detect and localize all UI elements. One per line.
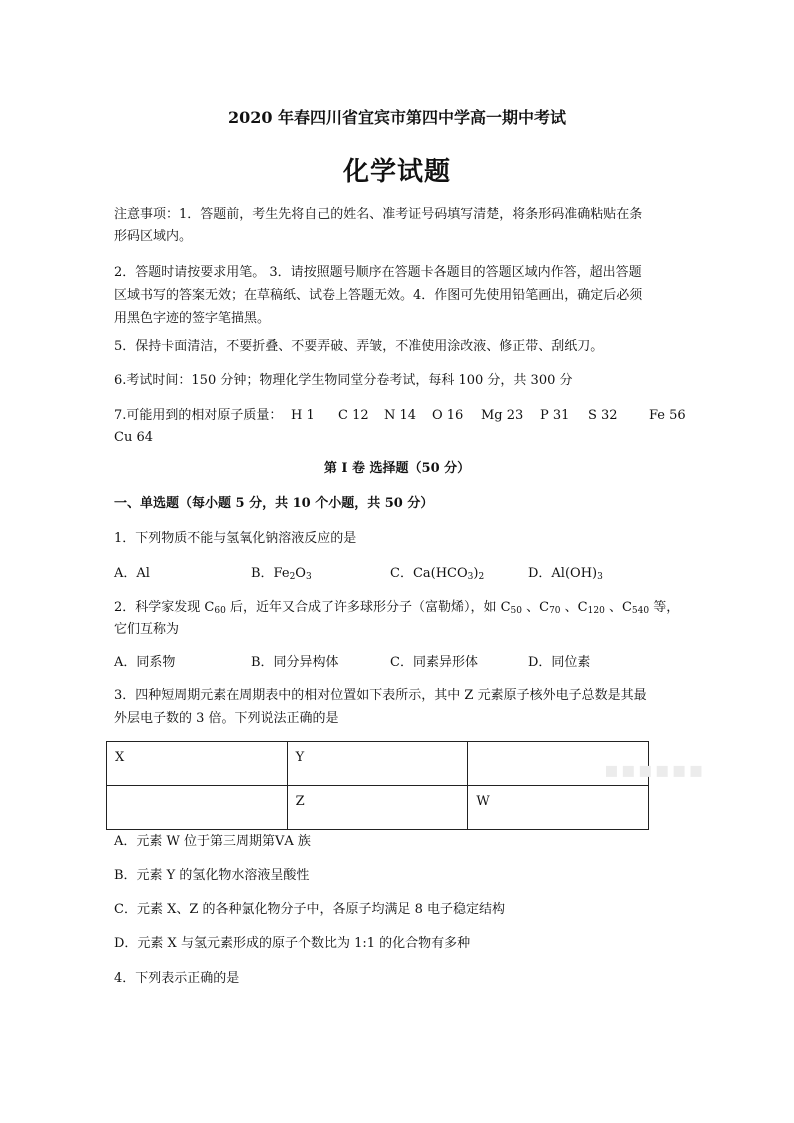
section-title: 第 I 卷 选择题（50 分） <box>323 461 471 476</box>
note-line: 注意事项：1．答题前，考生先将自己的姓名、准考证号码填写清楚，将条形码准确粘贴在条 <box>114 207 643 222</box>
atomic-mass: N 14 <box>384 408 417 423</box>
option-b: B．$Fe_2O_3$ <box>251 566 312 582</box>
note-line: 5．保持卡面清洁，不要折叠、不要弄破、弄皱，不准使用涂改液、修正带、刮纸刀。 <box>114 339 604 354</box>
question-stem-cont: 它们互称为 <box>114 622 180 637</box>
option-c: C．同素异形体 <box>390 655 478 670</box>
option-a: A．同系物 <box>114 655 176 670</box>
option-a: A．Al <box>114 566 150 581</box>
periodic-position-table <box>106 741 649 830</box>
atomic-mass: S 32 <box>588 408 618 423</box>
option-c: C．元素 X、Z 的各种氯化物分子中，各原子均满足 8 电子稳定结构 <box>114 902 506 917</box>
note-line: 区域书写的答案无效；在草稿纸、试卷上答题无效。4．作图可先使用铅笔画出，确定后必须 <box>114 288 643 303</box>
note-line: 形码区域内。 <box>114 229 193 244</box>
atomic-mass: H 1 <box>291 408 315 423</box>
atomic-mass: P 31 <box>540 408 570 423</box>
atomic-mass: O 16 <box>432 408 464 423</box>
note-line: 7.可能用到的相对原子质量： <box>114 408 283 423</box>
watermark: ▪▪▪▪▪▪ <box>604 758 706 783</box>
table-row <box>107 742 649 786</box>
question-stem: 3．四种短周期元素在周期表中的相对位置如下表所示，其中 Z 元素原子核外电子总数是其最 <box>114 688 647 703</box>
question-4-stem: 4．下列表示正确的是 <box>114 971 240 986</box>
table-row <box>107 786 649 830</box>
option-d: D．元素 X 与氢元素形成的原子个数比为 1:1 的化合物有多种 <box>114 936 471 951</box>
atomic-mass: Fe 56 <box>649 408 686 423</box>
question-stem: 2．科学家发现 $C_{60}$ 后，近年又合成了许多球形分子（富勒烯），如 $C_{50}$ 、$C_{70}$ 、$C_{120}$ 、$C_{540}$ 等， <box>114 600 680 616</box>
option-b: B．同分异构体 <box>251 655 339 670</box>
note-line: 6.考试时间：150 分钟；物理化学生物同堂分卷考试，每科 100 分，共 300 分 <box>114 373 573 388</box>
table-cell: X <box>107 742 288 786</box>
atomic-mass: Mg 23 <box>481 408 524 423</box>
note-line: 2．答题时请按要求用笔。 3．请按照题号顺序在答题卡各题目的答题区域内作答，超出答题 <box>114 265 642 280</box>
table-cell: W <box>468 786 649 830</box>
option-d: D．同位素 <box>528 655 591 670</box>
option-a: A．元素 W 位于第三周期第ⅤA 族 <box>114 834 311 849</box>
atomic-mass: C 12 <box>338 408 369 423</box>
exam-title: 2020 年春四川省宜宾市第四中学高一期中考试 <box>227 108 567 127</box>
question-stem-cont: 外层电子数的 3 倍。下列说法正确的是 <box>114 711 339 726</box>
option-b: B．元素 Y 的氢化物水溶液呈酸性 <box>114 868 310 883</box>
table-cell <box>107 786 288 830</box>
table-cell: Y <box>287 742 468 786</box>
option-c: C．$Ca(HCO_3)_2$ <box>390 566 485 582</box>
note-line: 用黑色字迹的签字笔描黑。 <box>114 311 271 326</box>
atomic-mass: Cu 64 <box>114 430 153 445</box>
table-cell: Z <box>287 786 468 830</box>
option-d: D．$Al(OH)_3$ <box>528 566 603 582</box>
part-title: 一、单选题（每小题 5 分，共 10 个小题，共 50 分） <box>114 496 434 511</box>
question-stem: 1．下列物质不能与氢氧化钠溶液反应的是 <box>114 531 357 546</box>
subject-title: 化学试题 <box>342 157 451 187</box>
